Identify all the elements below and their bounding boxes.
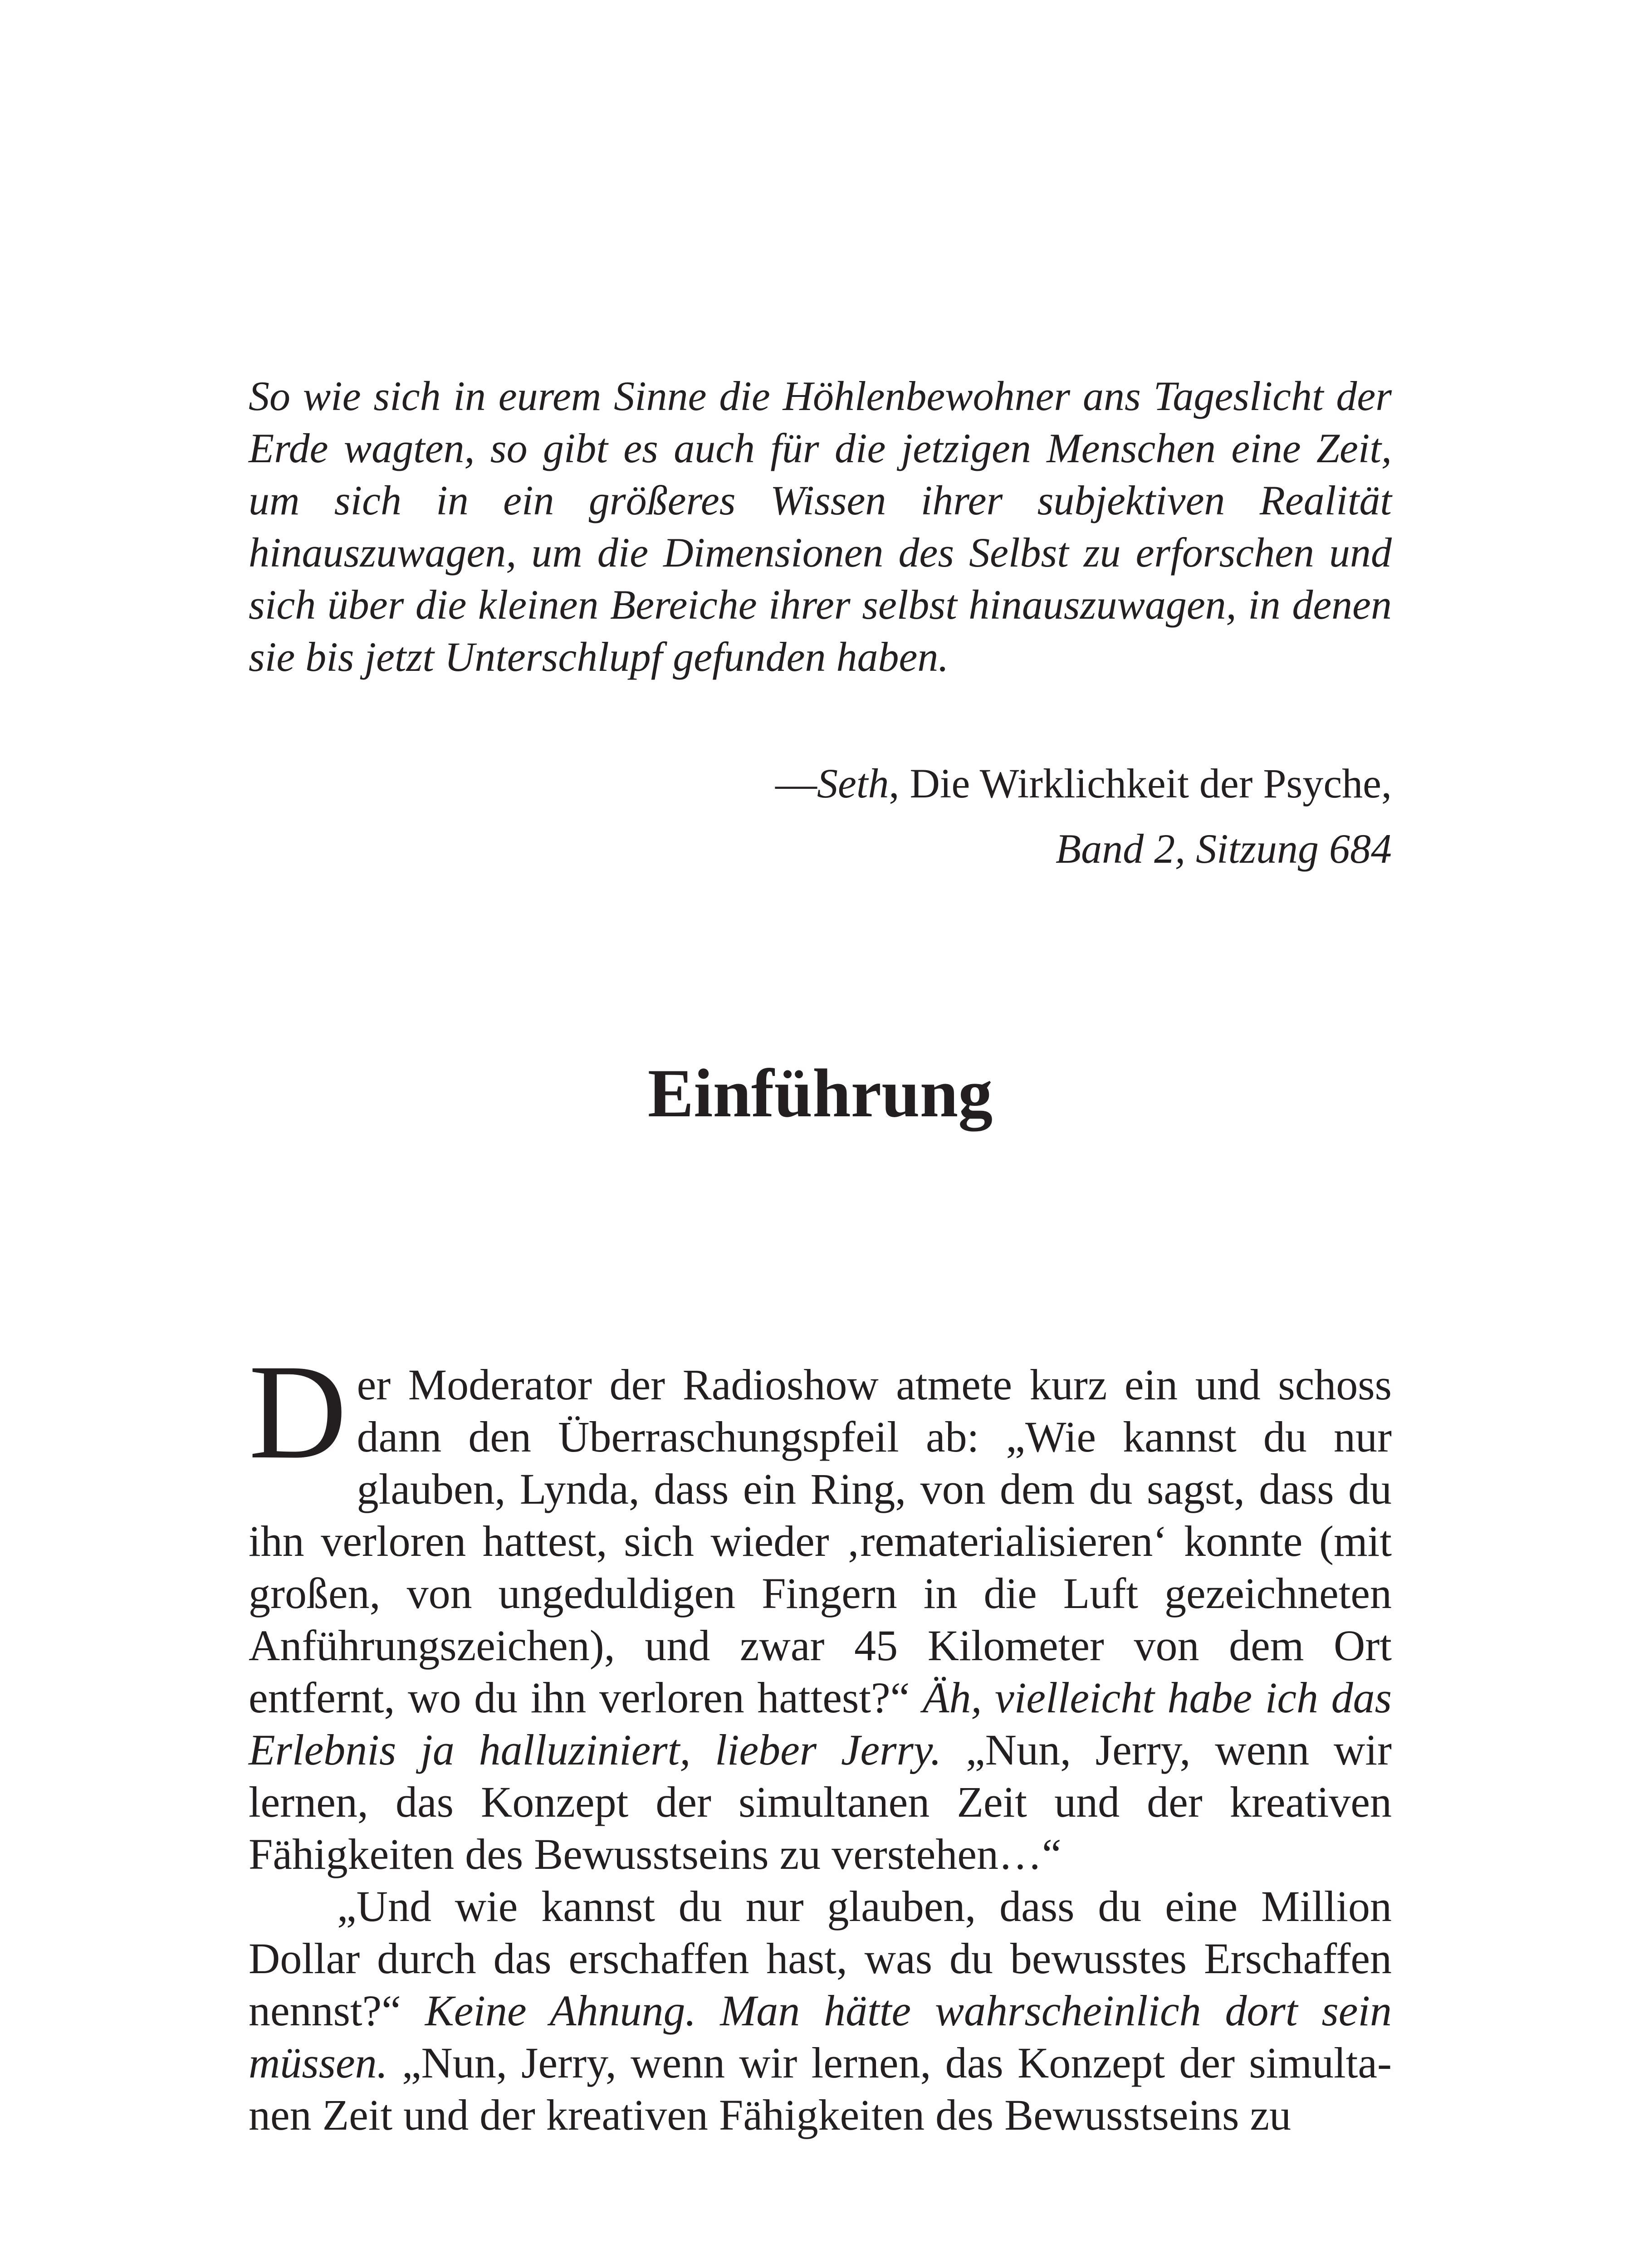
drop-cap: D: [249, 1336, 347, 1487]
attribution-book-title: , Die Wirklichkeit der Psyche,: [889, 760, 1392, 807]
paragraph-1-text-b: „Nun, Jerry, wenn wir lernen, das Konzept der simultanen Zeit und der kreativen Fähigkeiten des Bewusstseins zu verstehen…“: [249, 1725, 1392, 1878]
attribution-source: Band 2, Sitzung 684: [1055, 826, 1392, 872]
paragraph-2: [249, 1880, 1392, 2141]
paragraph-2-text-a: „Und wie kannst du nur glauben, dass du eine Million Dollar durch das erschaffen hast, was du bewusstes Erschaffen nennst?“: [249, 1882, 1392, 2035]
epigraph-quote: So wie sich in eurem Sinne die Höhlenbewohner ans Tageslicht der Erde wagten, so gibt es auch für die jetzigen Menschen eine Zeit, um sich in ein größeres Wissen ihrer subjektiven Realität hinauszuwagen, um die Dimensionen des Selbst zu erforschen und sich über die kleinen Bereiche ihrer selbst hinauszuwagen, in denen sie bis jetzt Unterschlupf gefunden haben.: [249, 373, 1392, 680]
chapter-body: [249, 1336, 1392, 2141]
attribution-author: Seth: [817, 760, 889, 807]
paragraph-1-text-a: er Moderator der Radioshow atmete kurz ein und schoss dann den Überraschungspfeil ab: „Wie kannst du nur glauben, Lynda, dass ein Ring, von dem du sagst, dass du ihn verloren hattest, sich wieder ‚rematerialisieren‘ konnte (mit großen, von ungeduldigen Fingern in die Luft gezeichneten Anführungszeichen), und zwar 45 Kilometer von dem Ort entfernt, wo du ihn verloren hattest?“: [249, 1360, 1392, 1722]
epigraph-attribution: [635, 751, 1392, 881]
chapter-title: Einführung: [647, 1055, 993, 1131]
attribution-dash: —: [775, 760, 817, 807]
paragraph-2-italic: Keine Ahnung. Man hätte wahrscheinlich dort sein müssen.: [249, 1986, 1392, 2087]
paragraph-1-italic: Äh, vielleicht habe ich das Erlebnis ja halluziniert, lieber Jerry.: [249, 1673, 1392, 1774]
paragraph-1: [249, 1336, 1392, 1880]
attribution-line-2: [635, 816, 1392, 881]
paragraph-2-text-b: „Nun, Jerry, wenn wir lernen, das Konzept der simultanen Zeit und der kreativen Fähigkeiten des Bewusstseins zu: [249, 2038, 1392, 2139]
attribution-line-1: [635, 751, 1392, 816]
